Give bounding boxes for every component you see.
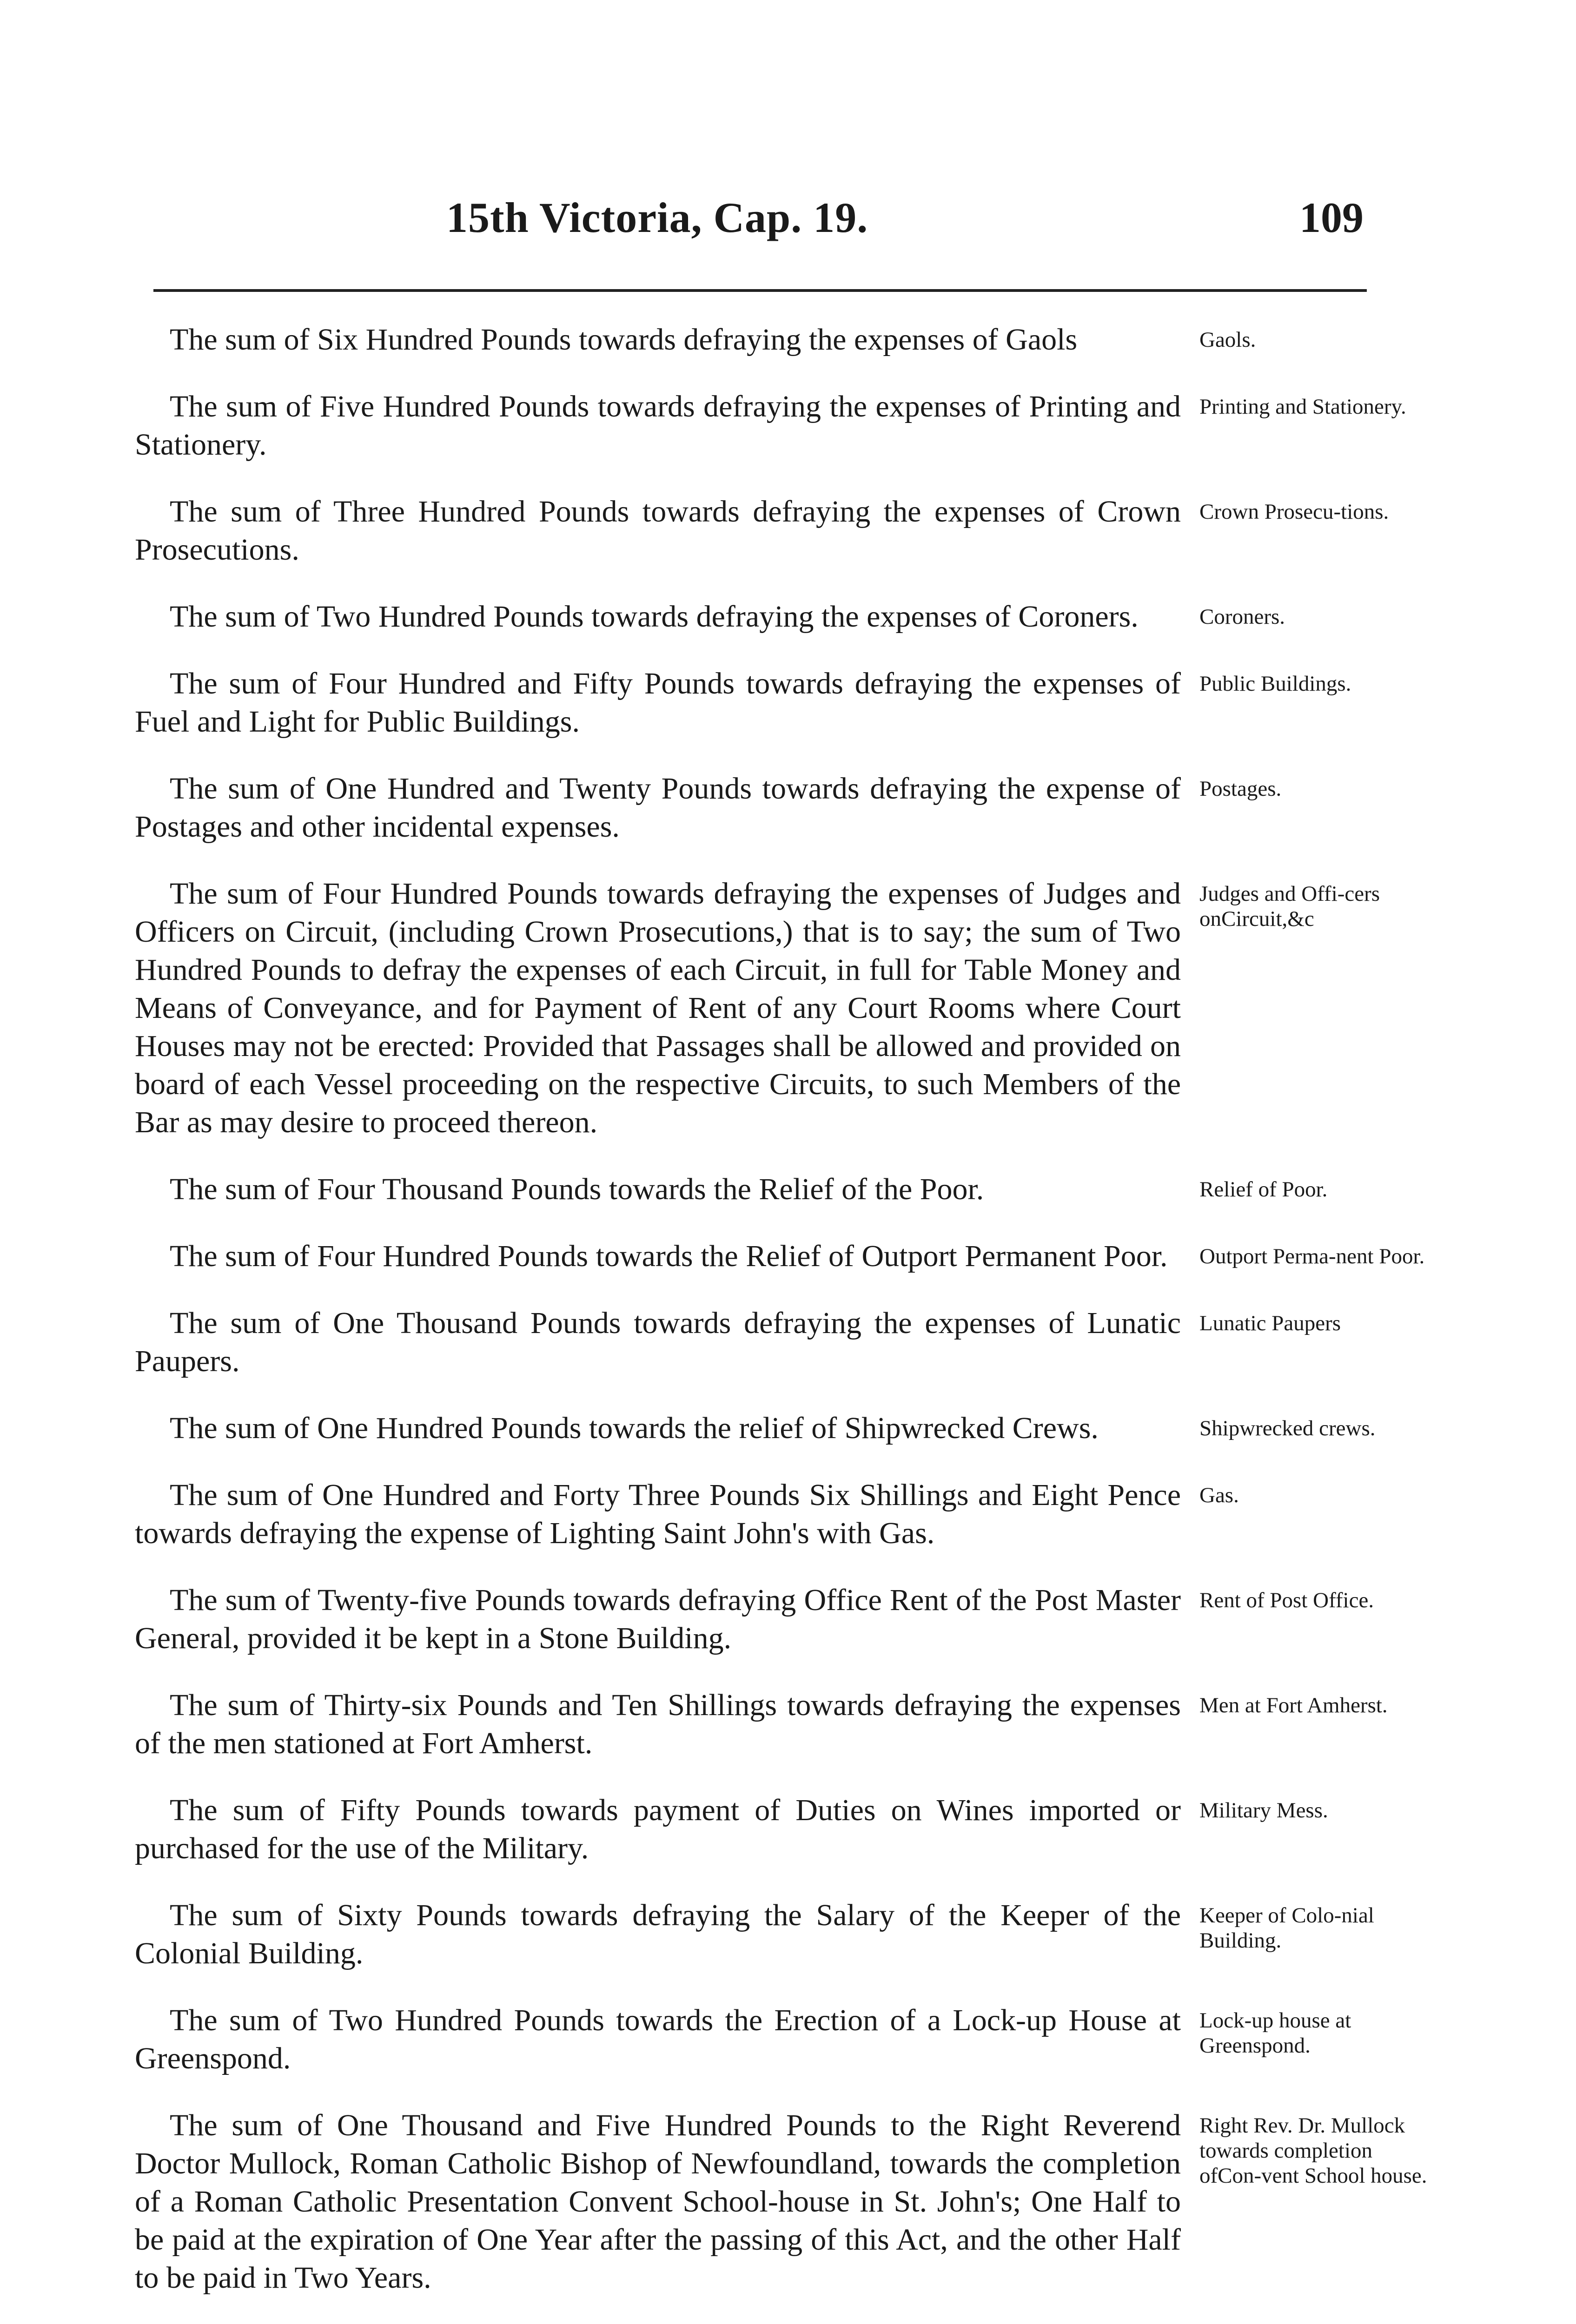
provision-fort-amherst [135,1686,1437,1763]
provision-text: The sum of Fifty Pounds towards payment of Duties on Wines imported or purchased for the use of the Military. [135,1793,1181,1865]
provision-text: The sum of Four Hundred Pounds towards defraying the expenses of Judges and Officers on Circuit, (including Crown Prosecutions,) that is to say; the sum of Two Hundred Pounds to defray the expenses of each Circuit, in full for Table Money and Means of Conveyance, and for Payment of Rent of any Court Rooms where Court Houses may not be erected: Provided that Passages shall be allowed and provided on board of each Vessel proceeding on the respective Circuits, to such Members of the Bar as may desire to proceed thereon. [135,877,1181,1139]
page-number: 109 [1299,194,1364,241]
provision-gas [135,1476,1437,1552]
marginal-note: Military Mess. [1199,1798,1328,1822]
provision-military-mess [135,1791,1437,1868]
marginal-note: Judges and Offi-cers onCircuit,&c [1199,882,1380,931]
marginal-note: Gaols. [1199,328,1256,352]
marginal-note: Public Buildings. [1199,672,1351,696]
provision-judges-circuit [135,875,1437,1142]
provision-text: The sum of Thirty-six Pounds and Ten Shillings towards defraying the expenses of the men stationed at Fort Amherst. [135,1688,1181,1760]
provision-colonial-building [135,1896,1437,1973]
provision-text: The sum of Sixty Pounds towards defraying the Salary of the Keeper of the Colonial Building. [135,1898,1181,1970]
marginal-note: Postages. [1199,777,1282,801]
provision-postages [135,770,1437,846]
marginal-note: Men at Fort Amherst. [1199,1693,1388,1717]
provision-lockup-greenspond [135,2001,1437,2078]
provision-text: The sum of One Hundred and Forty Three Pounds Six Shillings and Eight Pence towards defraying the expense of Lighting Saint John's with Gas. [135,1478,1181,1550]
provision-text: The sum of Two Hundred Pounds towards the Erection of a Lock-up House at Greenspond. [135,2003,1181,2075]
provision-text: The sum of Four Thousand Pounds towards the Relief of the Poor. [170,1172,984,1206]
marginal-note: Printing and Stationery. [1199,395,1406,419]
provision-public-buildings [135,665,1437,741]
provision-text: The sum of Six Hundred Pounds towards defraying the expenses of Gaols [170,323,1078,357]
provision-lunatic-paupers [135,1304,1437,1380]
provision-convent-school [135,2106,1437,2297]
provision-text: The sum of Four Hundred and Fifty Pounds towards defraying the expenses of Fuel and Light for Public Buildings. [135,667,1181,739]
marginal-note: Right Rev. Dr. Mullock towards completion ofCon-vent School house. [1199,2113,1427,2188]
running-title: 15th Victoria, Cap. 19. [446,194,868,241]
provision-text: The sum of One Hundred and Twenty Pounds towards defraying the expense of Postages and other incidental expenses. [135,772,1181,844]
provision-printing [135,388,1437,464]
provisions-list [135,321,1437,2324]
marginal-note: Coroners. [1199,605,1285,629]
provision-coroners [135,598,1437,636]
marginal-note: Keeper of Colo-nial Building. [1199,1903,1374,1953]
provision-text: The sum of One Thousand Pounds towards defraying the expenses of Lunatic Paupers. [135,1306,1181,1378]
provision-text: The sum of Three Hundred Pounds towards defraying the expenses of Crown Prosecutions. [135,495,1181,567]
provision-relief-poor [135,1170,1437,1208]
provision-text: The sum of One Thousand and Five Hundred Pounds to the Right Reverend Doctor Mullock, Roman Catholic Bishop of Newfoundland, towards the completion of a Roman Catholic Presentation Convent School-house in St. John's; One Half to be paid at the expiration of One Year after the passing of this Act, and the other Half to be paid in Two Years. [135,2108,1181,2295]
provision-outport-poor [135,1237,1437,1275]
provision-gaols [135,321,1437,359]
header-rule [153,289,1367,292]
marginal-note: Relief of Poor. [1199,1177,1328,1202]
provision-post-office-rent [135,1581,1437,1657]
marginal-note: Crown Prosecu-tions. [1199,500,1389,524]
provision-text: The sum of Five Hundred Pounds towards defraying the expenses of Printing and Stationery. [135,390,1181,462]
provision-text: The sum of Two Hundred Pounds towards defraying the expenses of Coroners. [170,600,1139,634]
marginal-note: Lock-up house at Greenspond. [1199,2008,1351,2058]
marginal-note: Lunatic Paupers [1199,1311,1341,1335]
provision-text: The sum of Twenty-five Pounds towards defraying Office Rent of the Post Master General, provided it be kept in a Stone Building. [135,1583,1181,1655]
marginal-note: Gas. [1199,1483,1239,1507]
provision-text: The sum of One Hundred Pounds towards the relief of Shipwrecked Crews. [170,1411,1099,1445]
marginal-note: Shipwrecked crews. [1199,1416,1376,1440]
provision-text: The sum of Four Hundred Pounds towards the Relief of Outport Permanent Poor. [170,1239,1168,1273]
provision-shipwrecked-crews [135,1409,1437,1447]
provision-crown-prosecutions [135,493,1437,569]
marginal-note: Rent of Post Office. [1199,1588,1374,1612]
marginal-note: Outport Perma-nent Poor. [1199,1244,1425,1268]
